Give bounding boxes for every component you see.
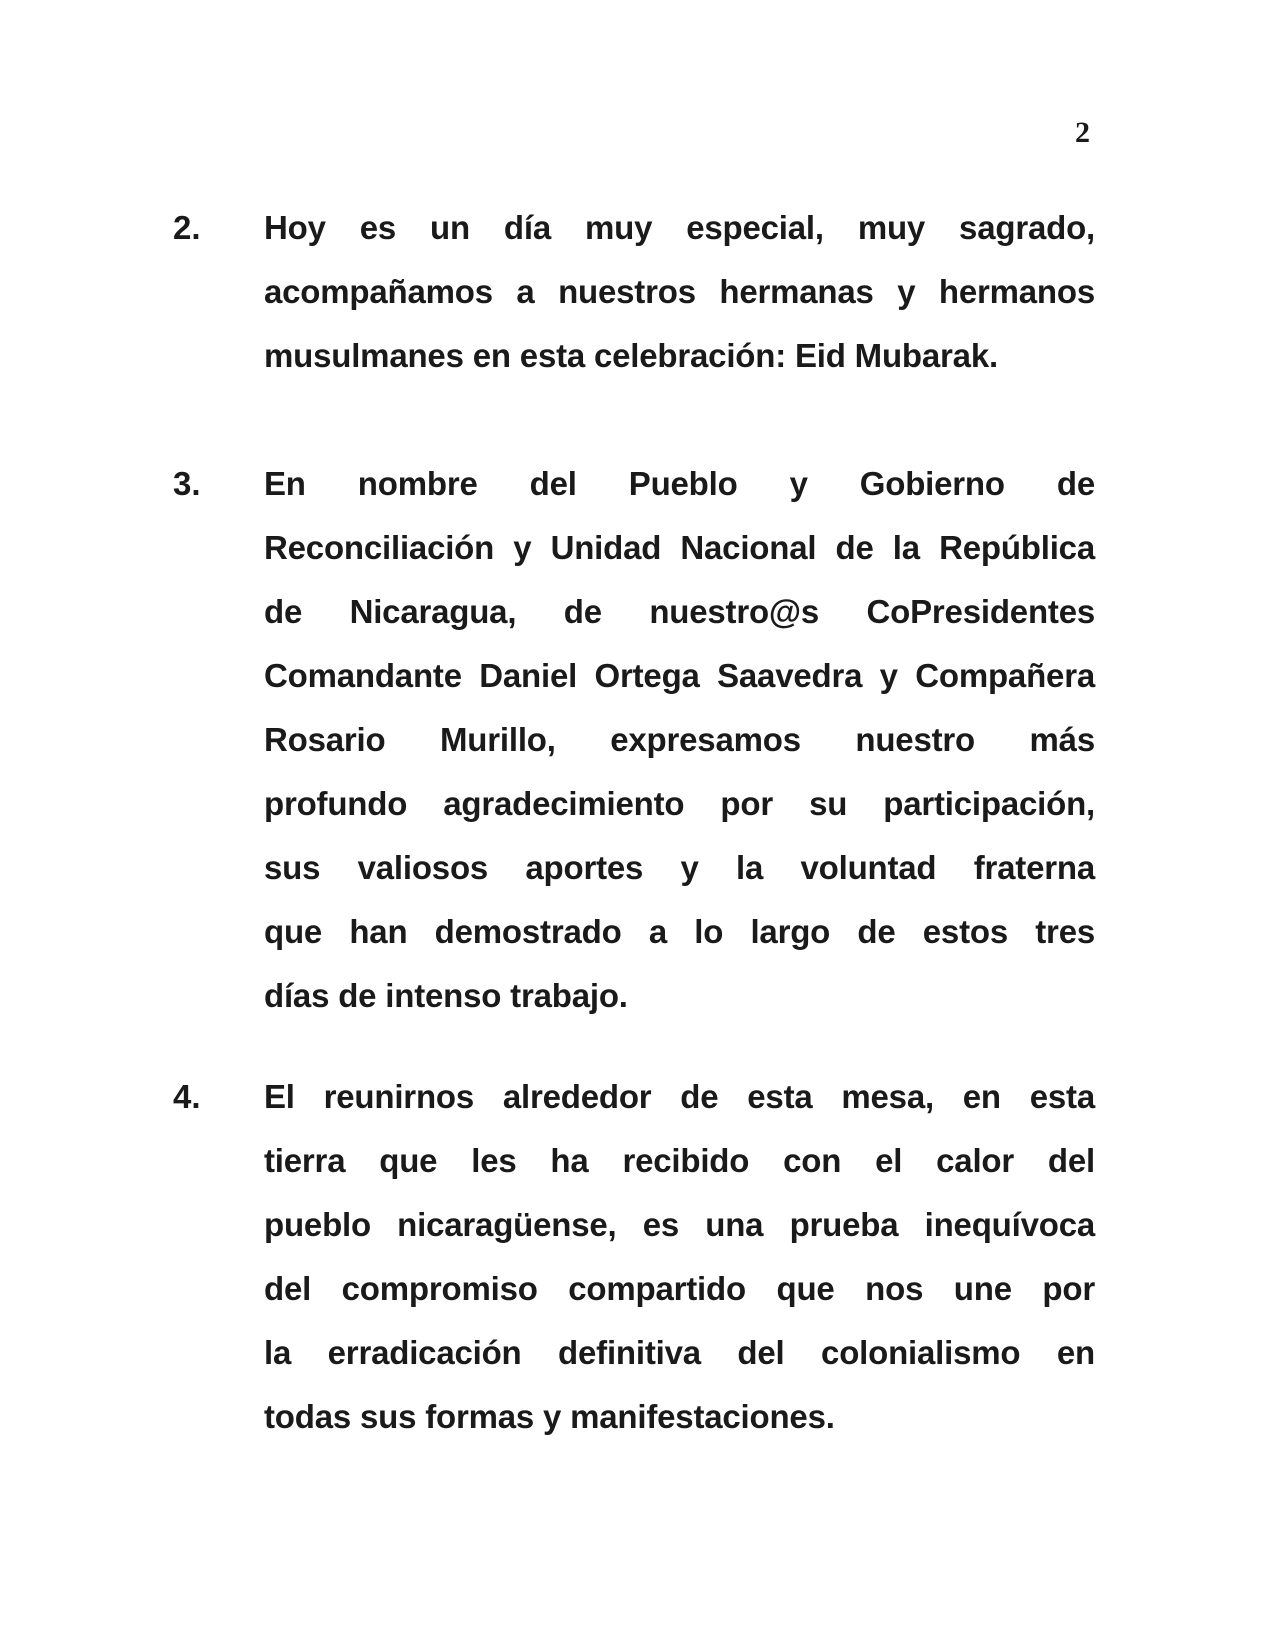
text-line: Hoy es un día muy especial, muy sagrado, — [264, 209, 1095, 246]
text-line: pueblo nicaragüense, es una prueba inequívoca — [264, 1206, 1095, 1243]
paragraph-text — [264, 452, 1095, 1028]
text-line: En nombre del Pueblo y Gobierno de — [264, 465, 1095, 502]
text-line: El reunirnos alrededor de esta mesa, en esta — [264, 1078, 1095, 1115]
text-line: acompañamos a nuestros hermanas y hermanos — [264, 273, 1095, 310]
text-line: todas sus formas y manifestaciones. — [264, 1398, 835, 1435]
text-line: la erradicación definitiva del colonialismo en — [264, 1334, 1095, 1371]
text-line: que han demostrado a lo largo de estos tres — [264, 913, 1095, 950]
text-line: Reconciliación y Unidad Nacional de la República — [264, 529, 1095, 566]
paragraph-text — [264, 196, 1095, 388]
text-line: musulmanes en esta celebración: Eid Mubarak. — [264, 337, 998, 374]
text-line: del compromiso compartido que nos une por — [264, 1270, 1095, 1307]
text-line: tierra que les ha recibido con el calor del — [264, 1142, 1095, 1179]
page-number: 2 — [1075, 116, 1090, 149]
text-line: Comandante Daniel Ortega Saavedra y Compañera — [264, 657, 1095, 694]
text-line: sus valiosos aportes y la voluntad fraterna — [264, 849, 1095, 886]
paragraph-number: 2. — [173, 209, 201, 246]
paragraph-number: 3. — [173, 465, 201, 502]
paragraph-number: 4. — [173, 1078, 201, 1115]
text-line: Rosario Murillo, expresamos nuestro más — [264, 721, 1095, 758]
text-line: de Nicaragua, de nuestro@s CoPresidentes — [264, 593, 1095, 630]
text-line: profundo agradecimiento por su participación, — [264, 785, 1095, 822]
text-line: días de intenso trabajo. — [264, 977, 628, 1014]
paragraph-text — [264, 1065, 1095, 1449]
